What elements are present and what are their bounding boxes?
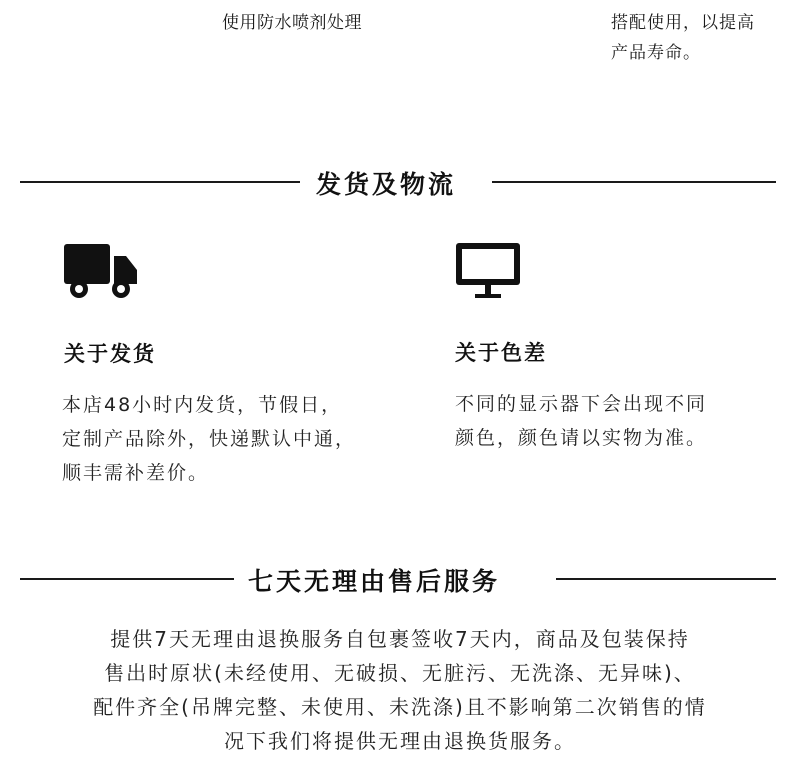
card-line: 不同的显示器下会出现不同 <box>455 393 708 415</box>
card-text-color <box>455 387 707 455</box>
divider-left <box>20 181 300 183</box>
policy-line: 配件齐全(吊牌完整、未使用、未洗涤)且不影响第二次销售的情 <box>93 695 707 719</box>
divider-right <box>492 181 776 183</box>
card-text-shipping <box>62 388 356 490</box>
card-title-color: 关于色差 <box>455 341 547 365</box>
monitor-icon <box>455 242 521 300</box>
divider-left <box>20 578 234 580</box>
card-line: 颜色，颜色请以实物为准。 <box>455 427 708 449</box>
card-line: 顺丰需补差价。 <box>62 462 210 484</box>
card-line: 定制产品除外，快递默认中通， <box>62 428 357 450</box>
card-title-shipping: 关于发货 <box>64 342 156 366</box>
policy-line: 售出时原状(未经使用、无破损、无脏污、无洗涤、无异味)、 <box>104 661 696 685</box>
top-left-text: 使用防水喷剂处理 <box>222 13 362 33</box>
top-right-text <box>611 8 755 68</box>
shipping-section-title: 发货及物流 <box>316 170 457 199</box>
card-line: 本店48小时内发货，节假日， <box>62 394 343 416</box>
policy-line: 提供7天无理由退换服务自包裹签收7天内，商品及包装保持 <box>110 627 690 651</box>
top-right-line: 产品寿命。 <box>611 43 701 63</box>
service-policy-text <box>20 622 780 758</box>
divider-right <box>556 578 776 580</box>
top-right-line: 搭配使用，以提高 <box>611 13 755 33</box>
service-section-title: 七天无理由售后服务 <box>248 567 501 596</box>
truck-icon <box>64 244 138 300</box>
policy-line: 况下我们将提供无理由退换货服务。 <box>224 729 576 753</box>
